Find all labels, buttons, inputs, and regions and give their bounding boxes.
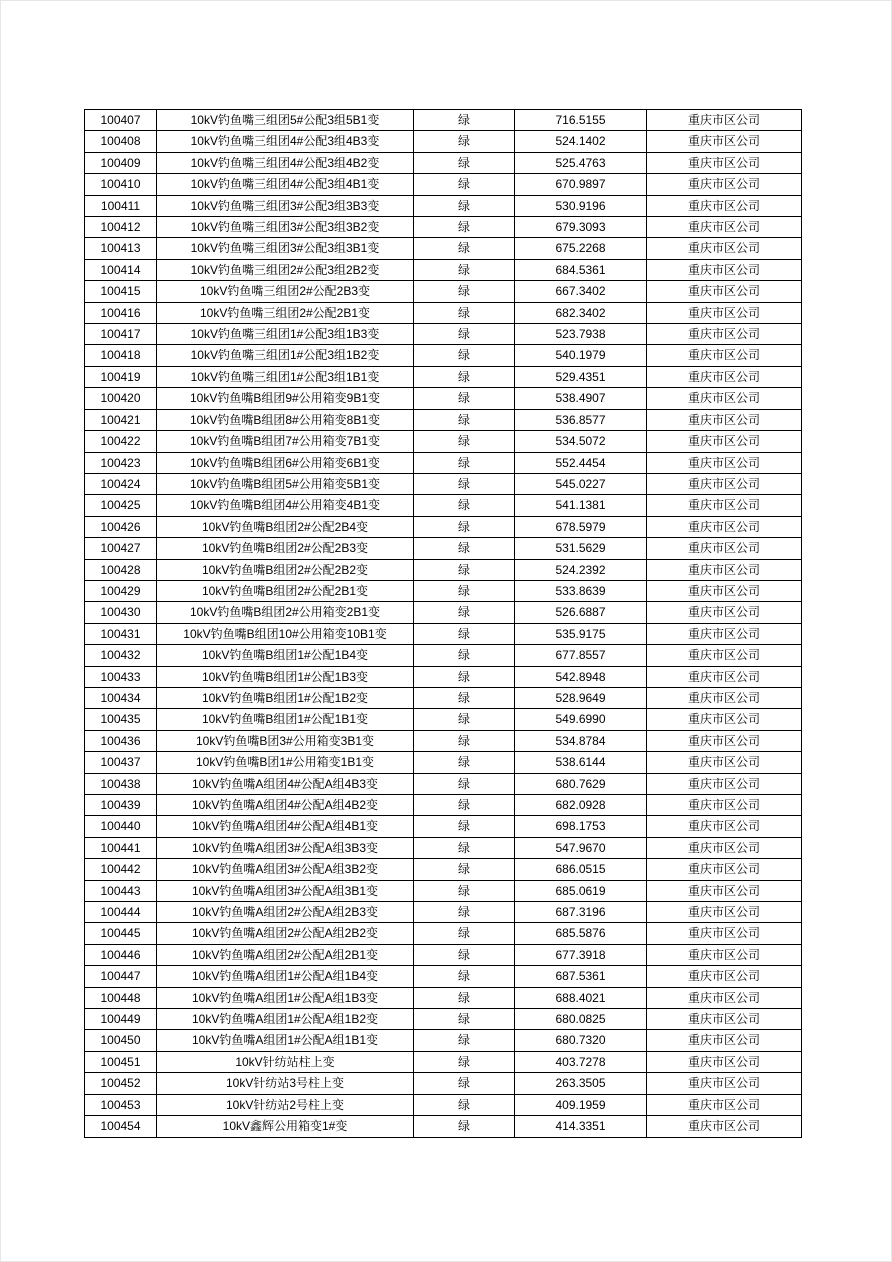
cell-company: 重庆市区公司 [647,388,802,409]
cell-status: 绿 [414,516,515,537]
cell-value: 685.0619 [515,880,647,901]
cell-company: 重庆市区公司 [647,923,802,944]
cell-id: 100450 [85,1030,157,1051]
cell-status: 绿 [414,1030,515,1051]
table-row [85,1009,802,1030]
cell-value: 549.6990 [515,709,647,730]
cell-id: 100426 [85,516,157,537]
cell-company: 重庆市区公司 [647,816,802,837]
cell-status: 绿 [414,345,515,366]
cell-status: 绿 [414,687,515,708]
cell-status: 绿 [414,1094,515,1115]
cell-name: 10kV钓鱼嘴三组团5#公配3组5B1变 [157,110,414,131]
cell-value: 524.1402 [515,131,647,152]
cell-id: 100413 [85,238,157,259]
cell-name: 10kV钓鱼嘴A组团2#公配A组2B1变 [157,944,414,965]
cell-value: 542.8948 [515,666,647,687]
table-row [85,302,802,323]
cell-company: 重庆市区公司 [647,217,802,238]
cell-id: 100418 [85,345,157,366]
cell-company: 重庆市区公司 [647,538,802,559]
data-table [84,109,802,1138]
cell-id: 100409 [85,152,157,173]
cell-name: 10kV钓鱼嘴B组团1#公配1B1变 [157,709,414,730]
cell-id: 100422 [85,431,157,452]
table-row [85,259,802,280]
table-row [85,859,802,880]
cell-status: 绿 [414,773,515,794]
cell-id: 100425 [85,495,157,516]
cell-status: 绿 [414,709,515,730]
cell-status: 绿 [414,859,515,880]
cell-company: 重庆市区公司 [647,645,802,666]
cell-id: 100447 [85,966,157,987]
table-row [85,944,802,965]
cell-company: 重庆市区公司 [647,687,802,708]
cell-company: 重庆市区公司 [647,559,802,580]
cell-id: 100439 [85,795,157,816]
cell-id: 100429 [85,580,157,601]
cell-status: 绿 [414,131,515,152]
cell-company: 重庆市区公司 [647,730,802,751]
cell-id: 100412 [85,217,157,238]
cell-id: 100419 [85,366,157,387]
cell-status: 绿 [414,902,515,923]
cell-name: 10kV鑫辉公用箱变1#变 [157,1116,414,1137]
cell-id: 100448 [85,987,157,1008]
cell-value: 533.8639 [515,580,647,601]
cell-status: 绿 [414,538,515,559]
cell-company: 重庆市区公司 [647,131,802,152]
table-row [85,666,802,687]
cell-name: 10kV钓鱼嘴A组团4#公配A组4B2变 [157,795,414,816]
cell-status: 绿 [414,966,515,987]
cell-value: 684.5361 [515,259,647,280]
cell-value: 409.1959 [515,1094,647,1115]
cell-value: 679.3093 [515,217,647,238]
cell-name: 10kV针纺站3号柱上变 [157,1073,414,1094]
cell-name: 10kV钓鱼嘴A组团2#公配A组2B2变 [157,923,414,944]
cell-company: 重庆市区公司 [647,623,802,644]
cell-name: 10kV钓鱼嘴三组团4#公配3组4B1变 [157,174,414,195]
cell-name: 10kV钓鱼嘴B组团10#公用箱变10B1变 [157,623,414,644]
cell-status: 绿 [414,431,515,452]
cell-company: 重庆市区公司 [647,602,802,623]
table-row [85,195,802,216]
cell-status: 绿 [414,1051,515,1072]
table-row [85,238,802,259]
table-row [85,516,802,537]
cell-name: 10kV针纺站2号柱上变 [157,1094,414,1115]
cell-status: 绿 [414,816,515,837]
cell-company: 重庆市区公司 [647,709,802,730]
table-row [85,131,802,152]
table-row [85,110,802,131]
cell-name: 10kV钓鱼嘴B组团1#公配1B4变 [157,645,414,666]
cell-value: 534.8784 [515,730,647,751]
table-row [85,174,802,195]
cell-status: 绿 [414,1116,515,1137]
cell-id: 100414 [85,259,157,280]
cell-status: 绿 [414,217,515,238]
table-row [85,495,802,516]
table-row [85,366,802,387]
cell-name: 10kV钓鱼嘴A组团2#公配A组2B3变 [157,902,414,923]
cell-company: 重庆市区公司 [647,281,802,302]
table-row [85,902,802,923]
table-row [85,1116,802,1137]
cell-name: 10kV钓鱼嘴B组团2#公配2B2变 [157,559,414,580]
cell-company: 重庆市区公司 [647,259,802,280]
cell-value: 536.8577 [515,409,647,430]
cell-name: 10kV钓鱼嘴三组团4#公配3组4B2变 [157,152,414,173]
cell-id: 100415 [85,281,157,302]
cell-company: 重庆市区公司 [647,473,802,494]
cell-value: 403.7278 [515,1051,647,1072]
cell-status: 绿 [414,837,515,858]
cell-status: 绿 [414,238,515,259]
cell-company: 重庆市区公司 [647,366,802,387]
cell-name: 10kV钓鱼嘴三组团4#公配3组4B3变 [157,131,414,152]
cell-id: 100445 [85,923,157,944]
table-row [85,473,802,494]
cell-value: 552.4454 [515,452,647,473]
cell-value: 524.2392 [515,559,647,580]
cell-value: 687.5361 [515,966,647,987]
cell-id: 100437 [85,752,157,773]
cell-id: 100441 [85,837,157,858]
table-body [85,110,802,1138]
cell-company: 重庆市区公司 [647,174,802,195]
cell-id: 100449 [85,1009,157,1030]
cell-id: 100421 [85,409,157,430]
table-row [85,709,802,730]
cell-value: 538.6144 [515,752,647,773]
cell-company: 重庆市区公司 [647,431,802,452]
cell-name: 10kV钓鱼嘴三组团3#公配3组3B3变 [157,195,414,216]
cell-id: 100434 [85,687,157,708]
cell-value: 680.7320 [515,1030,647,1051]
cell-status: 绿 [414,473,515,494]
cell-value: 526.6887 [515,602,647,623]
table-row [85,987,802,1008]
cell-id: 100451 [85,1051,157,1072]
cell-id: 100436 [85,730,157,751]
cell-value: 670.9897 [515,174,647,195]
table-row [85,645,802,666]
table-row [85,1051,802,1072]
cell-company: 重庆市区公司 [647,409,802,430]
cell-id: 100435 [85,709,157,730]
table-row [85,1073,802,1094]
cell-id: 100420 [85,388,157,409]
cell-value: 528.9649 [515,687,647,708]
table-row [85,1030,802,1051]
cell-name: 10kV钓鱼嘴B组团2#公用箱变2B1变 [157,602,414,623]
cell-value: 685.5876 [515,923,647,944]
cell-status: 绿 [414,409,515,430]
cell-name: 10kV钓鱼嘴A组团1#公配A组1B1变 [157,1030,414,1051]
cell-company: 重庆市区公司 [647,902,802,923]
cell-value: 678.5979 [515,516,647,537]
cell-name: 10kV钓鱼嘴A组团1#公配A组1B4变 [157,966,414,987]
cell-status: 绿 [414,1009,515,1030]
cell-status: 绿 [414,366,515,387]
cell-name: 10kV钓鱼嘴B团1#公用箱变1B1变 [157,752,414,773]
cell-status: 绿 [414,174,515,195]
cell-value: 263.3505 [515,1073,647,1094]
cell-status: 绿 [414,923,515,944]
cell-company: 重庆市区公司 [647,516,802,537]
table-row [85,324,802,345]
table-row [85,687,802,708]
cell-name: 10kV钓鱼嘴B组团8#公用箱变8B1变 [157,409,414,430]
cell-name: 10kV钓鱼嘴三组团1#公配3组1B1变 [157,366,414,387]
cell-status: 绿 [414,110,515,131]
cell-status: 绿 [414,666,515,687]
cell-status: 绿 [414,795,515,816]
cell-value: 541.1381 [515,495,647,516]
cell-id: 100446 [85,944,157,965]
cell-name: 10kV钓鱼嘴B组团2#公配2B1变 [157,580,414,601]
cell-status: 绿 [414,195,515,216]
cell-status: 绿 [414,559,515,580]
cell-value: 523.7938 [515,324,647,345]
cell-value: 529.4351 [515,366,647,387]
cell-status: 绿 [414,302,515,323]
cell-status: 绿 [414,645,515,666]
table-row [85,837,802,858]
table-row [85,1094,802,1115]
cell-id: 100411 [85,195,157,216]
table-row [85,409,802,430]
cell-company: 重庆市区公司 [647,152,802,173]
cell-value: 680.0825 [515,1009,647,1030]
cell-status: 绿 [414,1073,515,1094]
cell-status: 绿 [414,452,515,473]
cell-name: 10kV钓鱼嘴B组团1#公配1B2变 [157,687,414,708]
table-row [85,281,802,302]
cell-value: 675.2268 [515,238,647,259]
cell-name: 10kV钓鱼嘴B组团2#公配2B3变 [157,538,414,559]
cell-value: 688.4021 [515,987,647,1008]
table-row [85,217,802,238]
cell-name: 10kV钓鱼嘴A组团4#公配A组4B1变 [157,816,414,837]
cell-id: 100430 [85,602,157,623]
cell-company: 重庆市区公司 [647,302,802,323]
cell-status: 绿 [414,944,515,965]
cell-name: 10kV钓鱼嘴A组团1#公配A组1B2变 [157,1009,414,1030]
cell-id: 100428 [85,559,157,580]
cell-value: 682.3402 [515,302,647,323]
cell-id: 100408 [85,131,157,152]
cell-id: 100423 [85,452,157,473]
cell-id: 100424 [85,473,157,494]
cell-status: 绿 [414,580,515,601]
cell-name: 10kV钓鱼嘴A组团1#公配A组1B3变 [157,987,414,1008]
cell-id: 100427 [85,538,157,559]
cell-company: 重庆市区公司 [647,495,802,516]
cell-value: 530.9196 [515,195,647,216]
cell-name: 10kV钓鱼嘴三组团2#公配3组2B2变 [157,259,414,280]
cell-company: 重庆市区公司 [647,324,802,345]
cell-id: 100444 [85,902,157,923]
cell-id: 100431 [85,623,157,644]
cell-status: 绿 [414,388,515,409]
cell-company: 重庆市区公司 [647,966,802,987]
cell-id: 100416 [85,302,157,323]
cell-name: 10kV钓鱼嘴B团3#公用箱变3B1变 [157,730,414,751]
cell-status: 绿 [414,495,515,516]
cell-name: 10kV钓鱼嘴B组团2#公配2B4变 [157,516,414,537]
cell-id: 100443 [85,880,157,901]
cell-id: 100432 [85,645,157,666]
table-row [85,816,802,837]
cell-value: 677.3918 [515,944,647,965]
cell-status: 绿 [414,730,515,751]
cell-company: 重庆市区公司 [647,238,802,259]
cell-id: 100417 [85,324,157,345]
table-row [85,602,802,623]
cell-company: 重庆市区公司 [647,795,802,816]
cell-status: 绿 [414,324,515,345]
table-row [85,773,802,794]
cell-name: 10kV钓鱼嘴三组团3#公配3组3B1变 [157,238,414,259]
cell-status: 绿 [414,281,515,302]
cell-company: 重庆市区公司 [647,944,802,965]
cell-name: 10kV钓鱼嘴三组团3#公配3组3B2变 [157,217,414,238]
cell-id: 100454 [85,1116,157,1137]
cell-status: 绿 [414,152,515,173]
cell-company: 重庆市区公司 [647,987,802,1008]
cell-value: 545.0227 [515,473,647,494]
cell-value: 534.5072 [515,431,647,452]
cell-value: 686.0515 [515,859,647,880]
cell-value: 414.3351 [515,1116,647,1137]
cell-name: 10kV钓鱼嘴A组团3#公配A组3B1变 [157,880,414,901]
cell-name: 10kV钓鱼嘴B组团4#公用箱变4B1变 [157,495,414,516]
table-row [85,730,802,751]
cell-value: 716.5155 [515,110,647,131]
cell-value: 535.9175 [515,623,647,644]
cell-company: 重庆市区公司 [647,773,802,794]
cell-status: 绿 [414,987,515,1008]
cell-value: 682.0928 [515,795,647,816]
table-row [85,345,802,366]
cell-company: 重庆市区公司 [647,195,802,216]
cell-company: 重庆市区公司 [647,859,802,880]
cell-name: 10kV钓鱼嘴B组团5#公用箱变5B1变 [157,473,414,494]
cell-status: 绿 [414,602,515,623]
cell-value: 547.9670 [515,837,647,858]
cell-company: 重庆市区公司 [647,837,802,858]
cell-id: 100407 [85,110,157,131]
table-row [85,880,802,901]
cell-name: 10kV钓鱼嘴B组团1#公配1B3变 [157,666,414,687]
cell-status: 绿 [414,880,515,901]
cell-status: 绿 [414,259,515,280]
cell-name: 10kV钓鱼嘴三组团2#公配2B3变 [157,281,414,302]
cell-value: 538.4907 [515,388,647,409]
cell-company: 重庆市区公司 [647,666,802,687]
cell-name: 10kV钓鱼嘴A组团4#公配A组4B3变 [157,773,414,794]
cell-company: 重庆市区公司 [647,1116,802,1137]
cell-value: 677.8557 [515,645,647,666]
cell-name: 10kV钓鱼嘴A组团3#公配A组3B2变 [157,859,414,880]
table-row [85,452,802,473]
cell-status: 绿 [414,623,515,644]
cell-company: 重庆市区公司 [647,1051,802,1072]
cell-value: 540.1979 [515,345,647,366]
cell-status: 绿 [414,752,515,773]
cell-id: 100438 [85,773,157,794]
cell-name: 10kV钓鱼嘴B组团6#公用箱变6B1变 [157,452,414,473]
cell-id: 100433 [85,666,157,687]
cell-name: 10kV钓鱼嘴A组团3#公配A组3B3变 [157,837,414,858]
cell-company: 重庆市区公司 [647,752,802,773]
table-row [85,580,802,601]
table-row [85,559,802,580]
cell-id: 100453 [85,1094,157,1115]
table-row [85,752,802,773]
cell-company: 重庆市区公司 [647,345,802,366]
cell-name: 10kV钓鱼嘴B组团7#公用箱变7B1变 [157,431,414,452]
table-row [85,388,802,409]
cell-company: 重庆市区公司 [647,880,802,901]
table-row [85,152,802,173]
cell-value: 687.3196 [515,902,647,923]
cell-id: 100410 [85,174,157,195]
table-row [85,923,802,944]
cell-value: 525.4763 [515,152,647,173]
cell-company: 重庆市区公司 [647,1073,802,1094]
cell-value: 698.1753 [515,816,647,837]
table-row [85,623,802,644]
cell-value: 667.3402 [515,281,647,302]
cell-name: 10kV钓鱼嘴三组团1#公配3组1B3变 [157,324,414,345]
table-row [85,431,802,452]
cell-name: 10kV钓鱼嘴B组团9#公用箱变9B1变 [157,388,414,409]
cell-company: 重庆市区公司 [647,1030,802,1051]
table-row [85,966,802,987]
cell-id: 100452 [85,1073,157,1094]
cell-company: 重庆市区公司 [647,580,802,601]
cell-company: 重庆市区公司 [647,452,802,473]
cell-company: 重庆市区公司 [647,1094,802,1115]
table-row [85,795,802,816]
cell-name: 10kV钓鱼嘴三组团2#公配2B1变 [157,302,414,323]
cell-value: 680.7629 [515,773,647,794]
cell-name: 10kV针纺站柱上变 [157,1051,414,1072]
cell-id: 100442 [85,859,157,880]
cell-company: 重庆市区公司 [647,110,802,131]
cell-id: 100440 [85,816,157,837]
cell-company: 重庆市区公司 [647,1009,802,1030]
cell-name: 10kV钓鱼嘴三组团1#公配3组1B2变 [157,345,414,366]
cell-value: 531.5629 [515,538,647,559]
table-row [85,538,802,559]
